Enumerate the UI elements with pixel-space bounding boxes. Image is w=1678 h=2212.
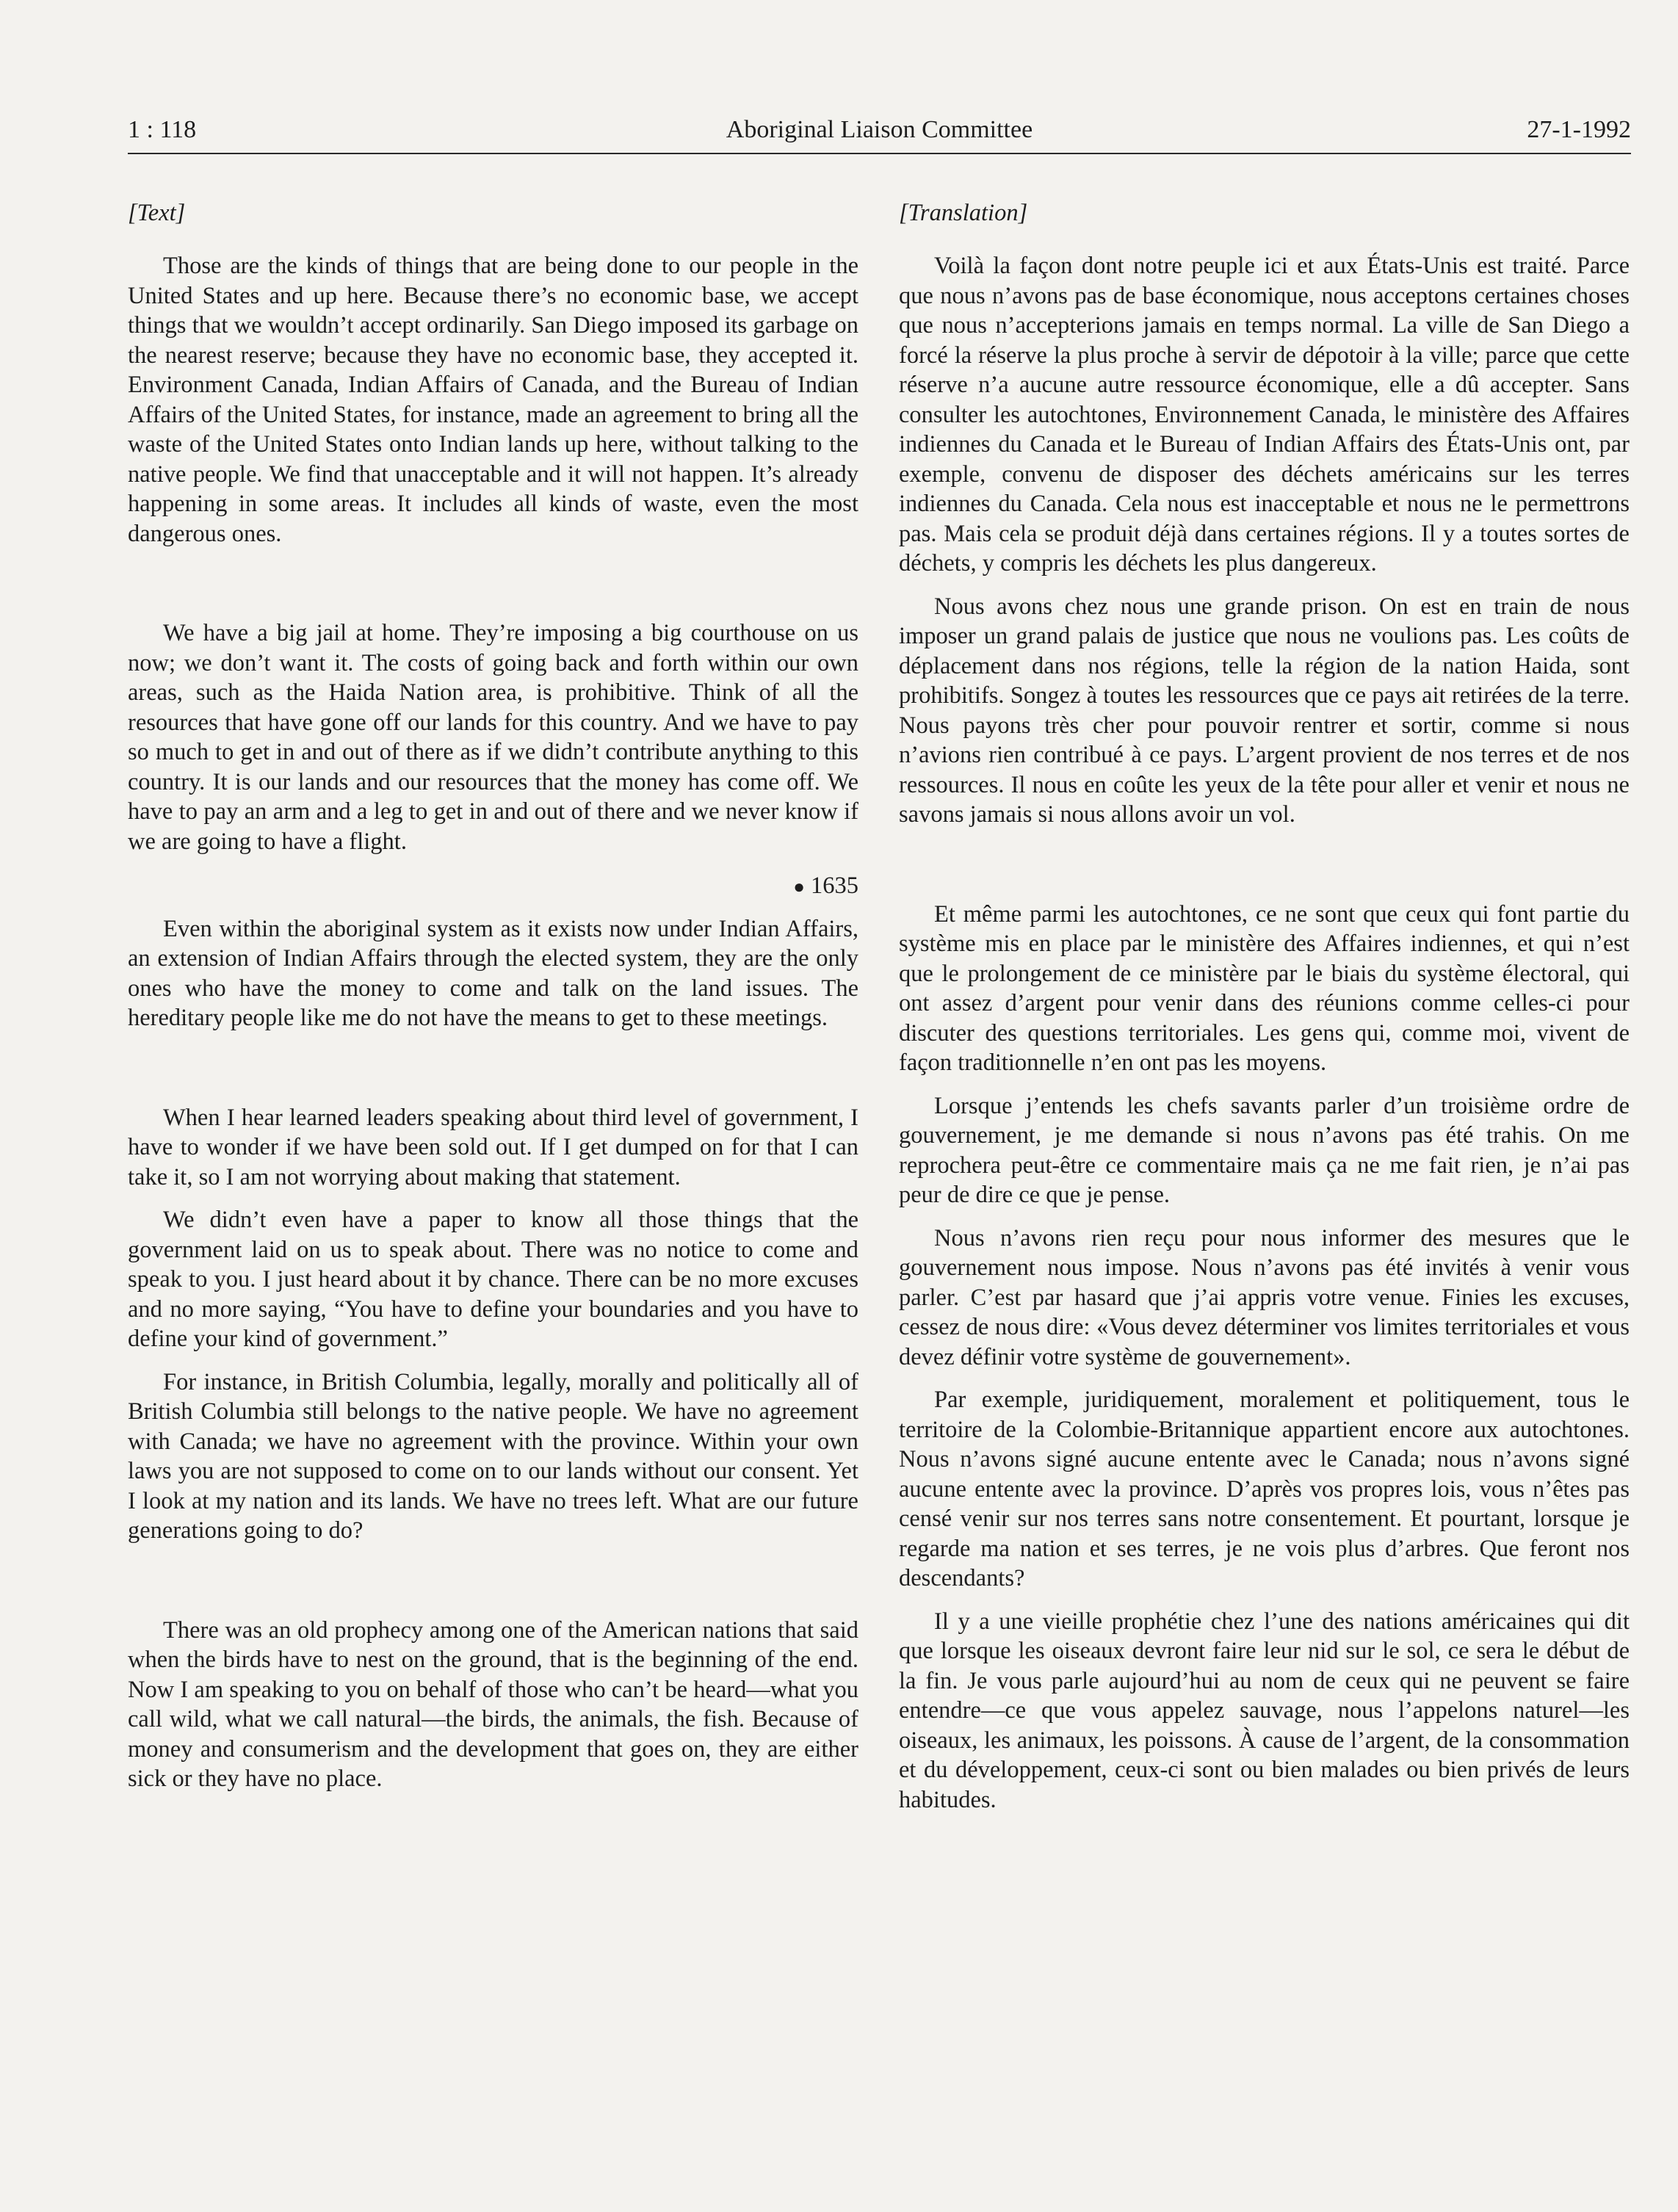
time-marker-value: 1635: [811, 872, 858, 899]
en-paragraph-1: Those are the kinds of things that are being done to our people in the United States and up here. Because there’s no economic base, we accept things that we wouldn’t accept ordinarily. San Diego imposed its garbage on the nearest reserve; because they have no economic base, they accepted it. Environment Canada, Indian Affairs of Canada, and the Bureau of Indian Affairs of the United States, for instance, made an agreement to bring all the waste of the United States onto Indian lands up here, without talking to the native people. We find that unacceptable and it will not happen. It’s already happening in some areas. It includes all kinds of waste, even the most dangerous ones.: [128, 253, 858, 547]
page-date: 27-1-1992: [1527, 116, 1631, 143]
page-header: [128, 116, 1631, 153]
fr-paragraph-3: Et même parmi les autochtones, ce ne sont que ceux qui font partie du système mis en place par le ministère des Affaires indiennes, et qui n’est que le prolongement de ce ministère par le biais du système électoral, qui ont assez d’argent pour venir dans des réunions comme celles-ci pour discuter des questions territoriales. Les gens qui, comme moi, vivent de façon traditionnelle n’en ont pas les moyens.: [899, 900, 1630, 1076]
bullet-icon: ●: [793, 876, 805, 897]
page-number: 1 : 118: [128, 116, 197, 143]
fr-paragraph-5: Nous n’avons rien reçu pour nous informer des mesures que le gouvernement nous impose. Nous n’avons pas été invités à venir vous parler. C’est par hasard que j’ai appris votre venue. Finies les excuses, cessez de nous dire: «Vous devez déterminer vos limites territoriales et vous devez définir votre système de gouvernement».: [899, 1224, 1630, 1370]
text-label: [Text]: [128, 200, 186, 226]
en-paragraph-4: When I hear learned leaders speaking about third level of government, I have to wonder if we have been sold out. If I get dumped on for that I can take it, so I am not worrying about making that statement.: [128, 1104, 858, 1190]
fr-paragraph-7: Il y a une vieille prophétie chez l’une des nations américaines qui dit que lorsque les oiseaux devront faire leur nid sur le sol, ce sera le début de la fin. Je vous parle aujourd’hui au nom de ceux qui ne peuvent se faire entendre—ce que vous appelez sauvage, nous l’appelons naturel—les oiseaux, les animaux, les poissons. À cause de l’argent, de la consommation et du développement, ceux-ci sont ou bien malades ou bien privés de leurs habitudes.: [899, 1608, 1630, 1813]
fr-paragraph-6: Par exemple, juridiquement, moralement et politiquement, tous le territoire de la Colombie-Britannique appartient encore aux autochtones. Nous n’avons signé aucune entente avec le Canada; nous n’avons signé aucune entente avec la province. D’après vos propres lois, vous n’êtes pas censé venir sur nos terres sans notre consentement. Et pourtant, lorsque je regarde ma nation et ses terres, je ne vois plus d’arbres. Que feront nos descendants?: [899, 1387, 1630, 1591]
fr-paragraph-4: Lorsque j’entends les chefs savants parler d’un troisième ordre de gouvernement, je me demande si nous n’avons pas été trahis. On me reprochera peut-être ce commentaire mais ça ne me fait rien, je n’ai pas peur de dire ce que je pense.: [899, 1092, 1630, 1208]
en-paragraph-7: There was an old prophecy among one of the American nations that said when the birds have to nest on the ground, that is the beginning of the end. Now I am speaking to you on behalf of those who can’t be heard—what you call wild, what we call natural—the birds, the animals, the fish. Because of money and consumerism and the development that goes on, they are either sick or they have no place.: [128, 1616, 858, 1792]
en-paragraph-3: Even within the aboriginal system as it exists now under Indian Affairs, an extension of Indian Affairs through the elected system, they are the only ones who have the money to come and talk on the land issues. The hereditary people like me do not have the means to get to these meetings.: [128, 915, 858, 1031]
en-paragraph-2: We have a big jail at home. They’re imposing a big courthouse on us now; we don’t want it. The costs of going back and forth within our own areas, such as the Haida Nation area, is prohibitive. Think of all the resources that have gone off our lands for this country. And we have to pay so much to get in and out of there as if we didn’t contribute anything to this country. It is our lands and our resources that the money has come off. We have to pay an arm and a leg to get in and out of there and we never know if we are going to have a flight.: [128, 620, 858, 855]
french-column: [899, 198, 1630, 1815]
en-paragraph-6: For instance, in British Columbia, legally, morally and politically all of British Columbia still belongs to the native people. We have no agreement with Canada; we have no agreement with the province. Within your own laws you are not supposed to come on to our lands without our consent. Yet I look at my nation and its lands. We have no trees left. What are our future generations going to do?: [128, 1368, 858, 1544]
committee-title: Aboriginal Liaison Committee: [726, 116, 1033, 143]
fr-paragraph-1: Voilà la façon dont notre peuple ici et aux États-Unis est traité. Parce que nous n’avons pas de base économique, nous acceptons certaines choses que nous n’accepterions jamais en temps normal. La ville de San Diego a forcé la réserve la plus proche à servir de dépotoir à la ville; parce que cette réserve n’a aucune autre ressource économique, elle a dû accepter. Sans consulter les autochtones, Environnement Canada, le ministère des Affaires indiennes du Canada et le Bureau of Indian Affairs des États-Unis ont, par exemple, convenu de disposer des déchets américains sur les terres indiennes du Canada. Cela nous est inacceptable et nous ne le permettrons pas. Mais cela se produit déjà dans certaines régions. Il y a toutes sortes de déchets, y compris les déchets les plus dangereux.: [899, 253, 1630, 577]
translation-label: [Translation]: [899, 200, 1028, 226]
fr-paragraph-2: Nous avons chez nous une grande prison. On est en train de nous imposer un grand palais de justice que nous ne voulions pas. Les coûts de déplacement dans nos régions, telle la région de la nation Haida, sont prohibitifs. Songez à toutes les ressources que ce pays ait retirées de la terre. Nous payons très cher pour pouvoir rentrer et sortir, comme si nous n’avions rien contribué à ce pays. L’argent provient de nos terres et de nos ressources. Il nous en coûte les yeux de la tête pour aller et venir et nous ne savons jamais si nous allons avoir un vol.: [899, 593, 1630, 828]
header-rule: [128, 153, 1631, 154]
time-marker: [128, 871, 858, 903]
en-paragraph-5: We didn’t even have a paper to know all those things that the government laid on us to speak about. There was no notice to come and speak to you. I just heard about it by chance. There can be no more excuses and no more saying, “You have to define your boundaries and you have to define your kind of government.”: [128, 1207, 858, 1352]
english-column: [128, 198, 858, 1794]
